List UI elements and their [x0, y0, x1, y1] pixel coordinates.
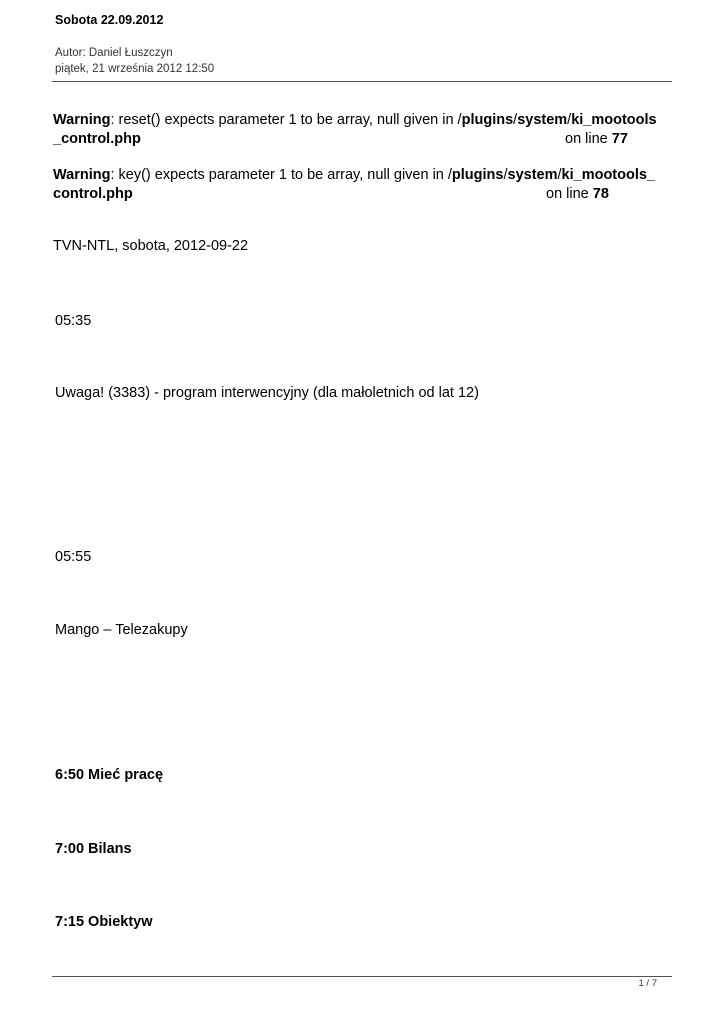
footer-divider: [52, 976, 672, 977]
warning-block-2: [53, 166, 673, 203]
header-divider: [52, 81, 672, 82]
channel-line: TVN-NTL, sobota, 2012-09-22: [53, 238, 249, 254]
warning-message: : reset() expects parameter 1 to be array, null given in /: [110, 112, 462, 128]
warning-path-part: system: [507, 167, 558, 183]
warning-label: Warning: [53, 167, 111, 183]
warning-line: [53, 185, 673, 204]
warning-line-ref: [565, 130, 628, 149]
on-line-label: on line: [565, 130, 612, 147]
program-entry: 7:15 Obiektyw: [55, 914, 153, 930]
program-time: 05:35: [55, 313, 92, 329]
program-time: 05:55: [55, 549, 92, 565]
page-number: 1 / 7: [638, 978, 657, 989]
warning-line: [53, 166, 673, 185]
warning-path-part: system: [517, 112, 568, 128]
line-number: 78: [592, 185, 609, 202]
author-line: Autor: Daniel Łuszczyn: [55, 47, 173, 59]
warning-path-part: _control.php: [53, 130, 141, 147]
line-number: 77: [611, 130, 628, 147]
path-separator: /: [503, 167, 508, 183]
warning-path-part: plugins: [451, 167, 504, 183]
warning-line: [53, 130, 673, 149]
warning-path-part: control.php: [53, 185, 133, 202]
warning-path-part: ki_mootools: [571, 112, 657, 128]
path-separator: /: [567, 112, 572, 128]
document-title: Sobota 22.09.2012: [55, 13, 164, 27]
date-line: piątek, 21 września 2012 12:50: [55, 63, 215, 75]
program-entry: 6:50 Mieć pracę: [55, 767, 164, 783]
program-title: Uwaga! (3383) - program interwencyjny (dla małoletnich od lat 12): [55, 385, 479, 401]
path-separator: /: [557, 167, 562, 183]
program-entry: 7:00 Bilans: [55, 841, 132, 857]
warning-label: Warning: [53, 112, 111, 128]
warning-path-part: plugins: [461, 112, 514, 128]
program-title: Mango – Telezakupy: [55, 622, 188, 638]
warning-path-part: ki_mootools_: [561, 167, 655, 183]
warning-line: [53, 111, 673, 130]
warning-block-1: [53, 111, 673, 148]
path-separator: /: [513, 112, 518, 128]
warning-message: : key() expects parameter 1 to be array, null given in /: [110, 167, 452, 183]
warning-line-ref: [546, 185, 609, 204]
on-line-label: on line: [546, 185, 593, 202]
